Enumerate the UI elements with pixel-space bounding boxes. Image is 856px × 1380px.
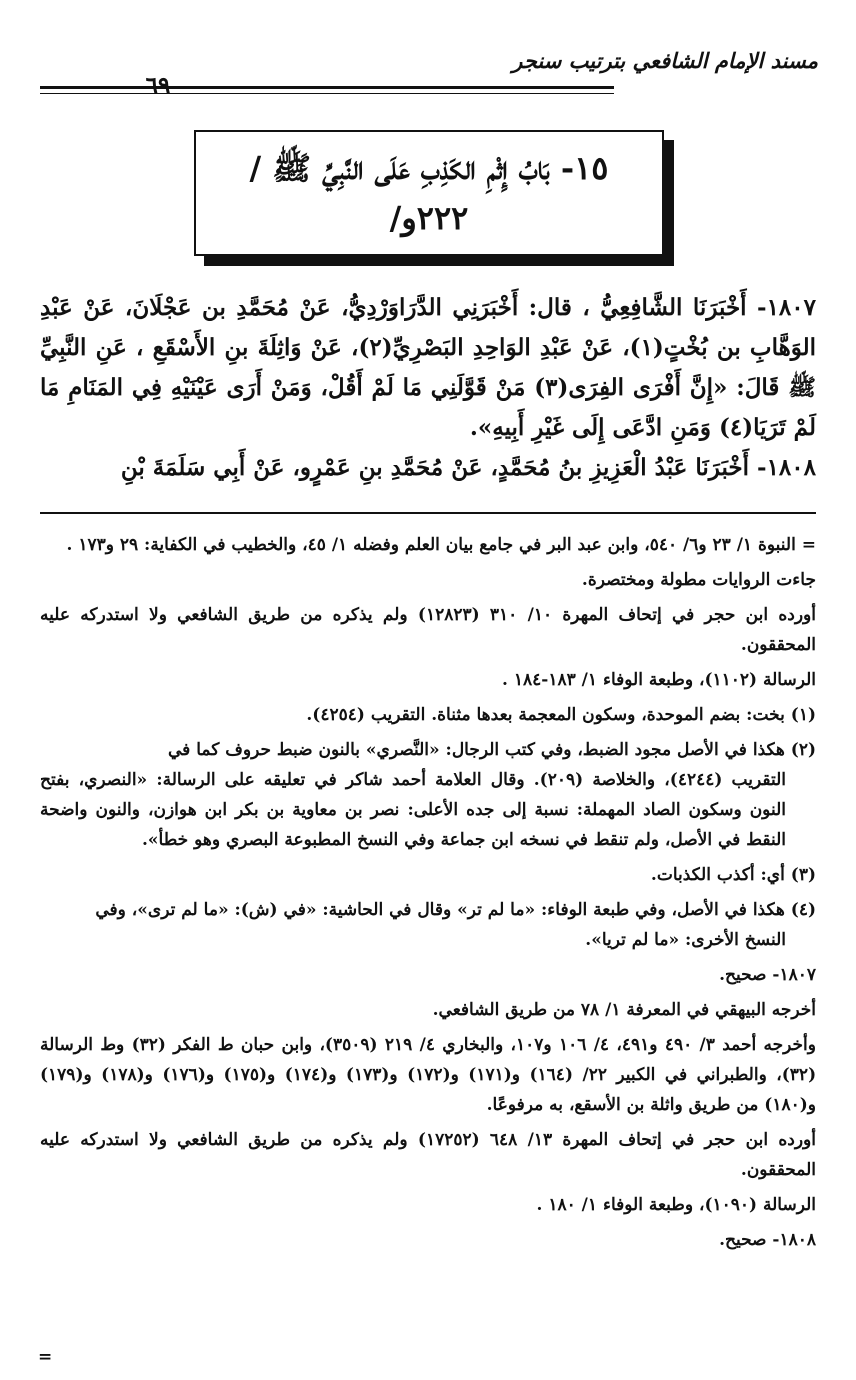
footnote-2-rest: التقريب (٤٢٤٤)، والخلاصة (٢٠٩). وقال العلامة أحمد شاكر في تعليقه على الرسالة: «النصري، بفتح النون وسكون الصاد المهملة: نسبة إلى جده الأعلى: نصر بن معاوية بن بكر ابن هوازن، والنون واضحة النقط في الأصل، ولم تنقط في نسخه ابن جماعة وفي النسخ المطبوعة البصري وهو خطأ». — [40, 770, 786, 850]
note-continuation-3: أورده ابن حجر في إتحاف المهرة ١٠/ ٣١٠ (١٢٨٢٣) ولم يذكره من طريق الشافعي ولا استدركه عليه المحققون. — [40, 605, 816, 655]
note-continuation-4: الرسالة (١١٠٢)، وطبعة الوفاء ١/ ١٨٣-١٨٤ . — [502, 670, 816, 690]
footnote-4-rest: النسخ الأخرى: «ما لم تريا». — [585, 930, 786, 950]
takhrij-1807-line-2: وأخرجه أحمد ٣/ ٤٩٠ و٤٩١، ٤/ ١٠٦ و١٠٧، والبخاري ٤/ ٢١٩ (٣٥٠٩)، وابن حبان ط الفكر (٣٢) وط الرسالة (٣٢)، والطبراني في الكبير ٢٢/ (١٦٤) و(١٧١) و(١٧٢) و(١٧٣) و(١٧٤) و(١٧٥) و(١٧٦) و(١٧٨) و(١٧٩) و(١٨٠) من طريق واثلة بن الأسقع، به مرفوعًا. — [40, 1035, 817, 1115]
header-rule-right — [40, 86, 614, 89]
chapter-title-line-2: ٢٢٢و/ — [389, 199, 469, 237]
footnote-2-first: (٢) هكذا في الأصل مجود الضبط، وفي كتب الرجال: «النَّصري» بالنون ضبط حروف كما في — [168, 740, 816, 760]
header-rule-left-thin — [40, 93, 118, 94]
takhrij-1807-heading: ١٨٠٧- صحيح. — [719, 965, 816, 985]
footnotes — [40, 530, 816, 1260]
takhrij-1808-heading: ١٨٠٨- صحيح. — [719, 1230, 816, 1250]
header-rule-left — [40, 86, 118, 89]
continuation-mark: = — [38, 1347, 53, 1367]
footnote-3: (٣) أي: أكذب الكذبات. — [650, 865, 816, 885]
hadith-1808-start: ١٨٠٨- أَخْبَرَنَا عَبْدُ الْعَزِيزِ بنُ مُحَمَّدٍ، عَنْ مُحَمَّدِ بنِ عَمْرٍو، عَنْ أَبِي سَلَمَةَ بْنِ — [120, 454, 816, 481]
chapter-title-line-1: ١٥- بَابُ إِثْمِ الكَذِبِ عَلَى النَّبِيِّ ﷺ / — [249, 149, 609, 187]
header-rule-right-thin — [40, 93, 614, 94]
footnote-separator — [40, 512, 816, 514]
footnote-1: (١) بخت: بضم الموحدة، وسكون المعجمة بعدها مثناة. التقريب (٤٢٥٤). — [306, 705, 816, 725]
hadith-1807: ١٨٠٧- أَخْبَرَنَا الشَّافِعِيُّ ، قال: أَخْبَرَنِي الدَّرَاوَرْدِيُّ، عَنْ مُحَمَّدِ بن عَجْلَانَ، عَنْ عَبْدِ الوَهَّابِ بن بُخْتٍ(١)، عَنْ عَبْدِ الوَاحِدِ البَصْرِيِّ(٢)، عَنْ وَاثِلَةَ بنِ الأَسْقَعِ ، عَنِ النَّبِيِّ ﷺ قَالَ: «إِنَّ أَفْرَى الفِرَى(٣) مَنْ قَوَّلَنِي مَا لَمْ أَقُلْ، وَمَنْ أَرَى عَيْنَيْهِ فِي المَنَامِ مَا لَمْ تَرَيَا(٤) وَمَنِ ادَّعَى إِلَى غَيْرِ أَبِيهِ». — [40, 294, 817, 441]
chapter-title-box — [194, 130, 664, 256]
running-title: مسند الإمام الشافعي بترتيب سنجر — [512, 48, 818, 73]
page-number: ٦٩ — [145, 72, 171, 99]
takhrij-1807-line-4: الرسالة (١٠٩٠)، وطبعة الوفاء ١/ ١٨٠ . — [536, 1195, 816, 1215]
main-text — [40, 288, 816, 488]
note-continuation-2: جاءت الروايات مطولة ومختصرة. — [581, 570, 816, 590]
note-continuation-1: = النبوة ١/ ٢٣ و٦/ ٥٤٠، وابن عبد البر في جامع بيان العلم وفضله ١/ ٤٥، والخطيب في الكفاية: ٢٩ و١٧٣ . — [66, 535, 816, 555]
takhrij-1807-line-3: أورده ابن حجر في إتحاف المهرة ١٣/ ٦٤٨ (١٧٢٥٢) ولم يذكره من طريق الشافعي ولا استدركه عليه المحققون. — [40, 1130, 816, 1180]
footnote-4-first: (٤) هكذا في الأصل، وفي طبعة الوفاء: «ما لم تر» وقال في الحاشية: «في (ش): «ما لم ترى»، وفي — [95, 900, 816, 920]
takhrij-1807-line-1: أخرجه البيهقي في المعرفة ١/ ٧٨ من طريق الشافعي. — [432, 1000, 816, 1020]
